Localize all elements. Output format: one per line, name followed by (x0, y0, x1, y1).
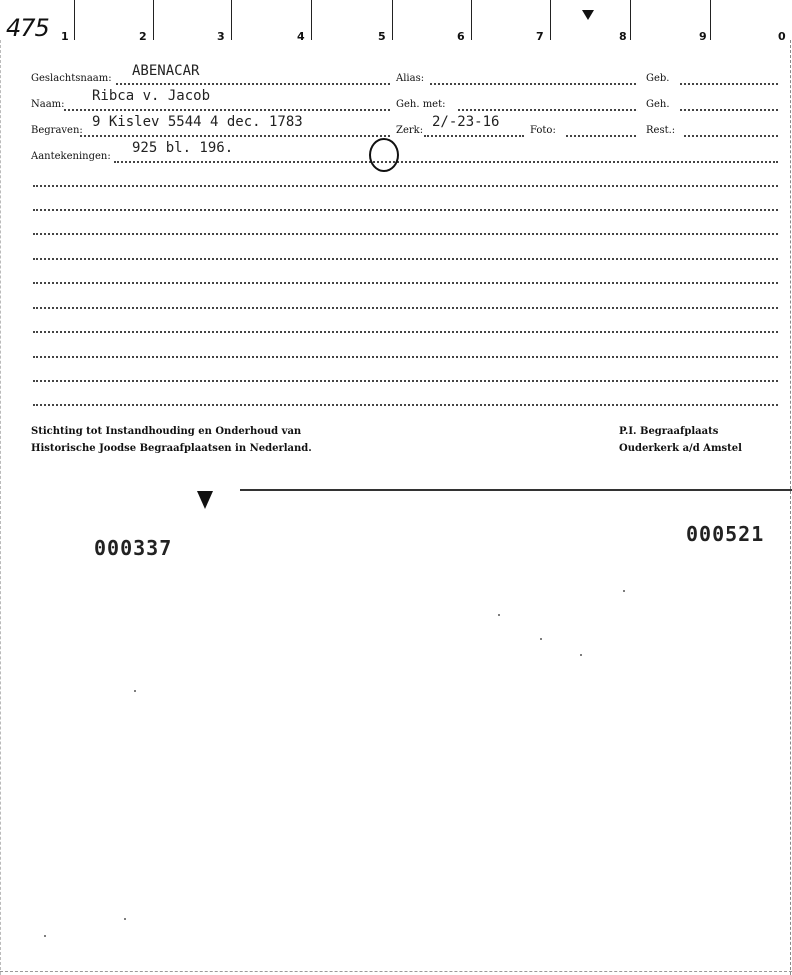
dotted-line (680, 108, 778, 111)
ruler-number: 5 (378, 30, 386, 43)
note-line (33, 330, 778, 333)
ruler-number: 9 (699, 30, 707, 43)
scan-speck (124, 918, 126, 920)
notes-value: 925 bl. 196. (132, 140, 234, 156)
ruler-tick (471, 0, 472, 40)
dotted-line (64, 108, 390, 111)
buried-label: Begraven: (31, 125, 83, 136)
scan-speck (540, 638, 542, 640)
note-line (33, 281, 778, 284)
note-line (33, 403, 778, 406)
foundation-line-2: Historische Joodse Begraafplaatsen in Nederland. (31, 443, 312, 454)
ruler-number: 6 (457, 30, 465, 43)
dotted-line (430, 82, 636, 85)
dotted-line (116, 82, 390, 85)
handwritten-card-number: 475 (6, 14, 49, 42)
card-left-edge (0, 40, 2, 975)
ruler-tick (74, 0, 75, 40)
ruler-tick (392, 0, 393, 40)
ruler-tick (153, 0, 154, 40)
grave-label: Zerk: (396, 125, 424, 136)
ruler-number: 3 (217, 30, 225, 43)
dotted-line (424, 134, 524, 137)
foundation-line-1: Stichting tot Instandhouding en Onderhoud van (31, 426, 302, 437)
ruler-tick (231, 0, 232, 40)
serial-number-left: 000337 (94, 536, 173, 560)
scan-speck (498, 614, 500, 616)
note-line (33, 379, 778, 382)
name-value: Ribca v. Jacob (92, 88, 211, 104)
grave-value: 2/-23-16 (432, 114, 500, 130)
ruler-tick (550, 0, 551, 40)
note-line (33, 306, 778, 309)
cemetery-line-2: Ouderkerk a/d Amstel (619, 443, 742, 454)
scan-speck (134, 690, 136, 692)
hand-drawn-circle (369, 138, 399, 172)
surname-label: Geslachtsnaam: (31, 73, 112, 84)
birth-label: Geb. (646, 73, 670, 84)
note-line (33, 355, 778, 358)
surname-value: ABENACAR (132, 63, 200, 79)
dotted-line (680, 82, 778, 85)
dotted-line (684, 134, 778, 137)
note-line (33, 232, 778, 235)
note-line (33, 184, 778, 187)
dotted-line (458, 108, 636, 111)
name-label: Naam: (31, 99, 65, 110)
buried-value: 9 Kislev 5544 4 dec. 1783 (92, 114, 303, 130)
dotted-line (80, 134, 390, 137)
ruler-number: 8 (619, 30, 627, 43)
photo-label: Foto: (530, 125, 556, 136)
scan-speck (44, 935, 46, 937)
notes-label: Aantekeningen: (31, 151, 111, 162)
serial-number-right: 000521 (686, 522, 765, 546)
dotted-line (114, 160, 778, 163)
card-cut-line (240, 489, 792, 491)
note-line (33, 257, 778, 260)
ruler-tick (311, 0, 312, 40)
ruler-tick (710, 0, 711, 40)
index-ruler (0, 0, 792, 44)
note-line (33, 208, 778, 211)
scan-speck (580, 654, 582, 656)
cemetery-line-1: P.I. Begraafplaats (619, 426, 719, 437)
alias-label: Alias: (396, 73, 425, 84)
index-marker-triangle (582, 10, 594, 20)
cemetery-name (619, 423, 742, 457)
dotted-line (566, 134, 636, 137)
married-birth-label: Geh. (646, 99, 670, 110)
married-label: Geh. met: (396, 99, 446, 110)
ruler-tick (630, 0, 631, 40)
ruler-number: 2 (139, 30, 147, 43)
index-marker-triangle (197, 491, 213, 509)
scan-speck (623, 590, 625, 592)
ruler-number: 7 (536, 30, 544, 43)
ruler-number: 0 (778, 30, 786, 43)
card-bottom-edge (0, 971, 792, 973)
rest-label: Rest.: (646, 125, 676, 136)
foundation-name (31, 423, 312, 457)
ruler-number: 1 (61, 30, 69, 43)
ruler-number: 4 (297, 30, 305, 43)
